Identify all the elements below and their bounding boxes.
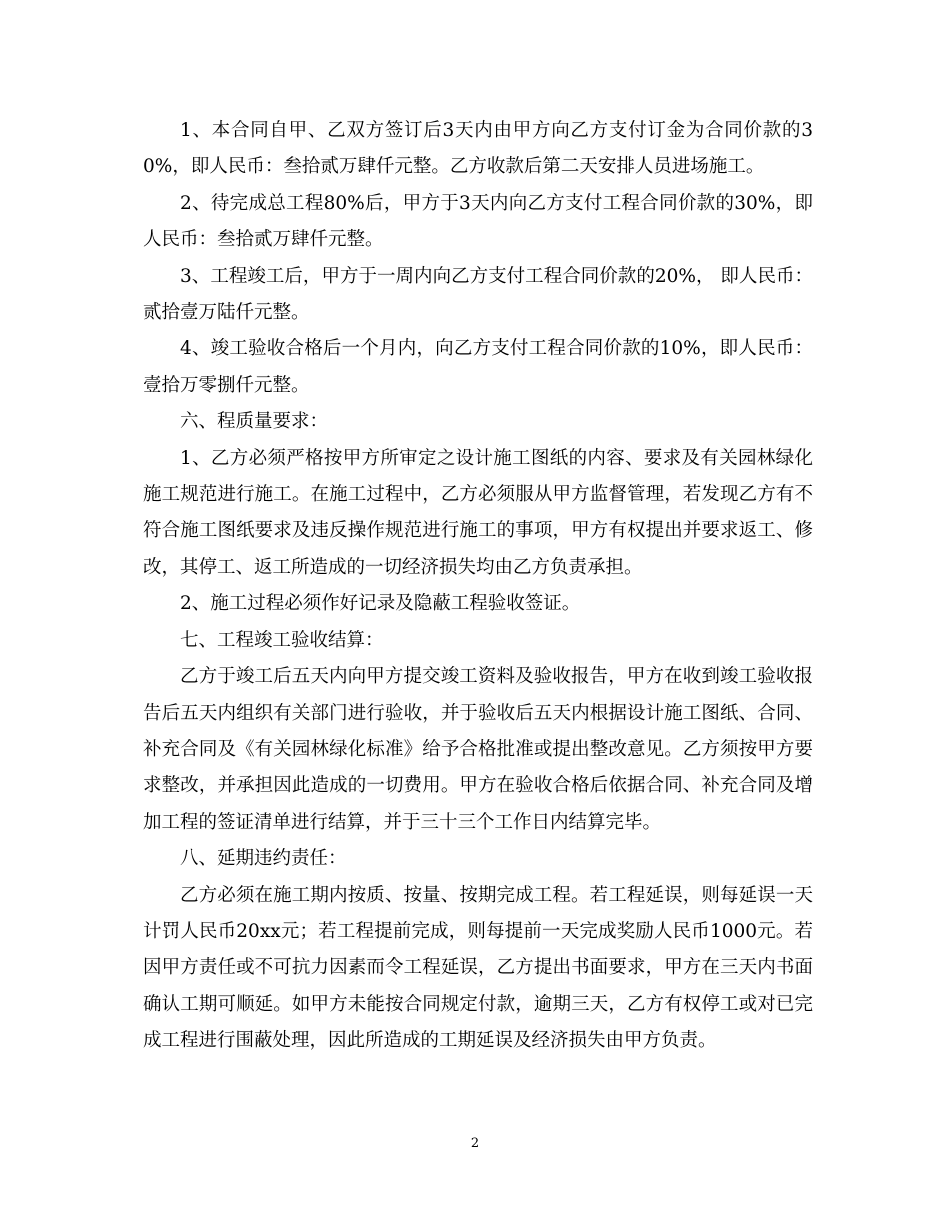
- section-heading-acceptance: 七、工程竣工验收结算：: [180, 629, 384, 651]
- page-number: 2: [470, 1136, 480, 1151]
- paragraph-quality-records: 2、施工过程必须作好记录及隐蔽工程验收签证。: [180, 593, 581, 615]
- section-heading-delay: 八、延期违约责任：: [180, 848, 347, 870]
- paragraph-payment-second: 2、待完成总工程80%后，甲方于3天内向乙方支付工程合同价款的30%，即人民币：叁拾贰万肆仟元整。: [143, 192, 813, 251]
- document-body: [143, 113, 813, 1060]
- paragraph-acceptance-settlement: 乙方于竣工后五天内向甲方提交竣工资料及验收报告，甲方在收到竣工验收报告后五天内组织有关部门进行验收，并于验收后五天内根据设计施工图纸、合同、补充合同及《有关园林绿化标准》给予合格批准或提出整改意见。乙方须按甲方要求整改，并承担因此造成的一切费用。甲方在验收合格后依据合同、补充合同及增加工程的签证清单进行结算，并于三十三个工作日内结算完毕。: [143, 666, 813, 833]
- paragraph-quality-standards: 1、乙方必须严格按甲方所审定之设计施工图纸的内容、要求及有关园林绿化施工规范进行施工。在施工过程中，乙方必须服从甲方监督管理，若发现乙方有不符合施工图纸要求及违反操作规范进行施工的事项，甲方有权提出并要求返工、修改，其停工、返工所造成的一切经济损失均由乙方负责承担。: [143, 447, 813, 578]
- paragraph-payment-completion: 3、工程竣工后，甲方于一周内向乙方支付工程合同价款的20%， 即人民币：贰拾壹万陆仟元整。: [143, 265, 813, 324]
- paragraph-delay-liability: 乙方必须在施工期内按质、按量、按期完成工程。若工程延误，则每延误一天计罚人民币20xx元；若工程提前完成，则每提前一天完成奖励人民币1000元。若因甲方责任或不可抗力因素而令工程延误，乙方提出书面要求，甲方在三天内书面确认工期可顺延。如甲方未能按合同规定付款，逾期三天，乙方有权停工或对已完成工程进行围蔽处理，因此所造成的工期延误及经济损失由甲方负责。: [143, 884, 813, 1052]
- paragraph-payment-deposit: 1、本合同自甲、乙双方签订后3天内由甲方向乙方支付订金为合同价款的30%，即人民币：叁拾贰万肆仟元整。乙方收款后第二天安排人员进场施工。: [143, 120, 813, 178]
- paragraph-payment-final: 4、竣工验收合格后一个月内，向乙方支付工程合同价款的10%，即人民币：壹拾万零捌仟元整。: [143, 338, 813, 396]
- section-heading-quality: 六、程质量要求：: [180, 411, 329, 433]
